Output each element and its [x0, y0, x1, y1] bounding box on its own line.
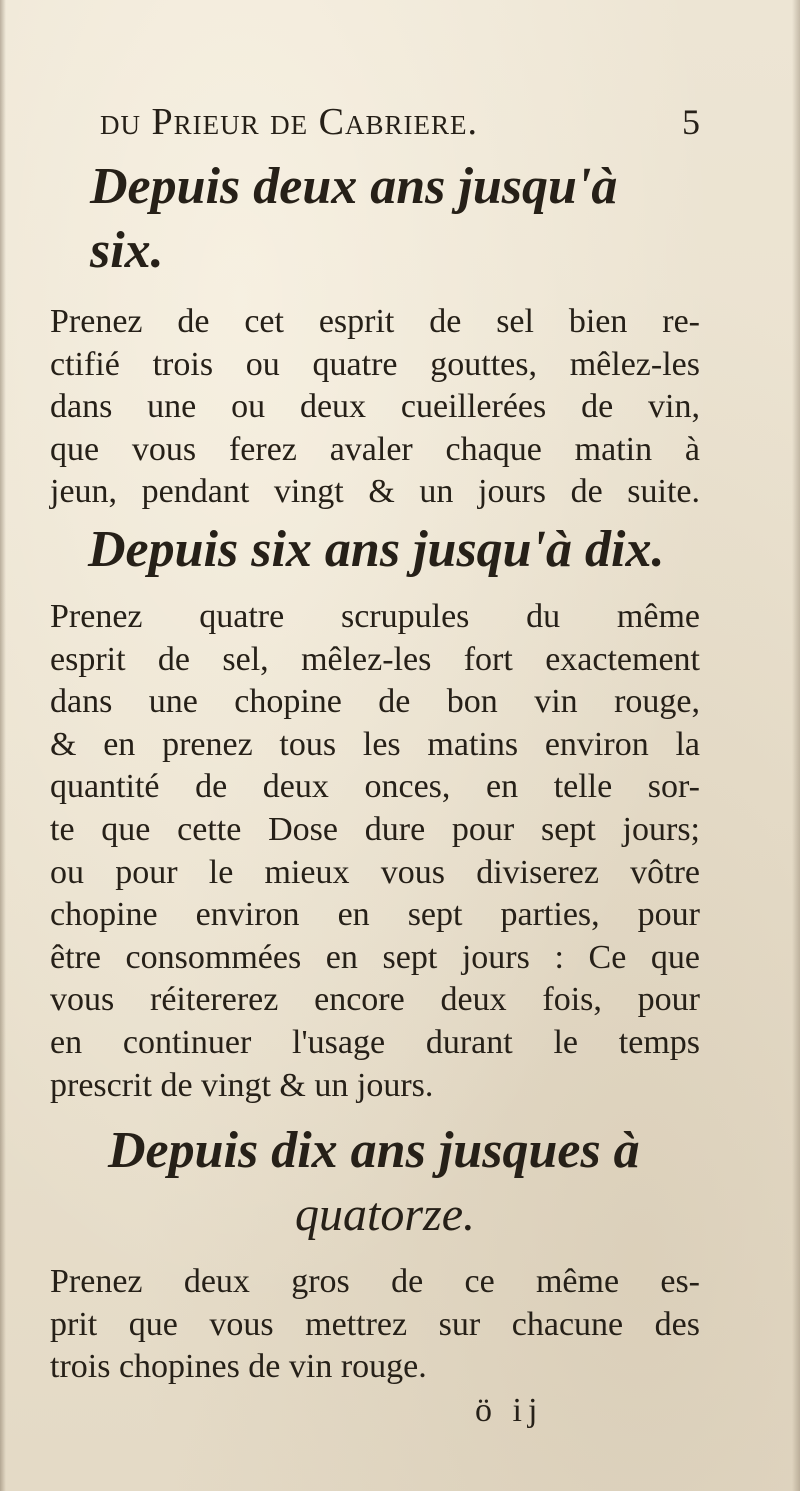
text-line: te que cette Dose dure pour sept jours; [50, 810, 700, 848]
text-line: Prenez de cet esprit de sel bien re- [50, 303, 700, 340]
paragraph-ten-to-fourteen [50, 1261, 700, 1389]
text-line: jeun, pendant vingt & un jours de suite. [50, 473, 700, 511]
text-line: ou pour le mieux vous diviserez vôtre [50, 853, 700, 891]
paragraph-six-to-ten [50, 596, 700, 1107]
page-edge-left [0, 0, 6, 1491]
text-line: prit que vous mettrez sur chacune des [50, 1305, 700, 1343]
text-line: vous réitererez encore deux fois, pour [50, 981, 700, 1019]
text-line: esprit de sel, mêlez-les fort exactement [50, 640, 700, 678]
text-line: que vous ferez avaler chaque matin à [50, 430, 700, 468]
text-line: Prenez deux gros de ce même es- [50, 1263, 700, 1301]
text-line: trois chopines de vin rouge. [50, 1348, 427, 1386]
running-title: du Prieur de Cabriere. [100, 101, 478, 143]
page-number: 5 [682, 102, 700, 142]
text-line: & en prenez tous les matins environ la [50, 725, 700, 763]
section-heading-two-to-six: Depuis deux ans jusqu'à six. [90, 158, 618, 279]
text-line: dans une chopine de bon vin rouge, [50, 683, 700, 721]
text-line: prescrit de vingt & un jours. [50, 1066, 434, 1104]
signature-mark: ö ij [475, 1392, 544, 1429]
section-heading-ten-to-fourteen: Depuis dix ans jusques à [108, 1122, 640, 1180]
section-heading-six-to-ten: Depuis six ans jusqu'à dix. [88, 520, 665, 578]
text-line: dans une ou deux cueillerées de vin, [50, 388, 700, 426]
section-heading-continuation: quatorze. [295, 1188, 475, 1242]
text-line: quantité de deux onces, en telle sor- [50, 768, 700, 806]
text-line: en continuer l'usage durant le temps [50, 1023, 700, 1061]
text-line: chopine environ en sept parties, pour [50, 896, 700, 934]
page-content [50, 155, 700, 1389]
paragraph-two-to-six [50, 301, 700, 514]
text-line: ctifié trois ou quatre gouttes, mêlez-les [50, 345, 700, 383]
running-head [100, 100, 700, 154]
text-line: Prenez quatre scrupules du même [50, 597, 700, 635]
text-line: être consommées en sept jours : Ce que [50, 938, 700, 976]
page-edge-right [792, 0, 800, 1491]
